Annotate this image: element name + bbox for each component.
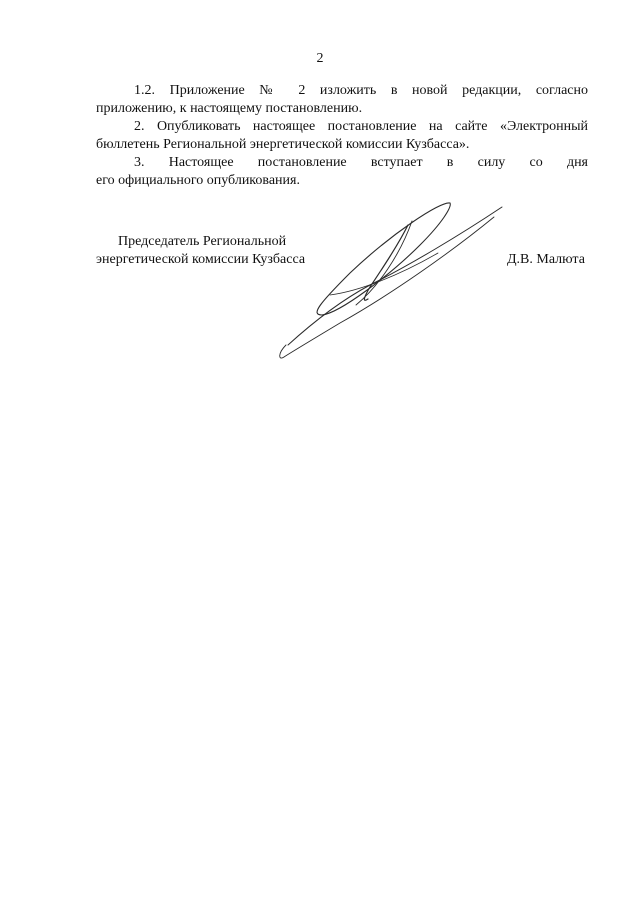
paragraph-line: 2. Опубликовать настоящее постановление на сайте «Электронный bbox=[134, 119, 588, 134]
paragraph-line: приложению, к настоящему постановлению. bbox=[96, 101, 363, 116]
handwritten-signature bbox=[270, 195, 510, 370]
paragraph-1-2 bbox=[96, 82, 588, 118]
paragraph-2 bbox=[96, 118, 588, 154]
page-number: 2 bbox=[316, 51, 324, 66]
signatory-title-line-2: энергетической комиссии Кузбасса bbox=[96, 252, 306, 267]
signature-stroke bbox=[280, 217, 494, 358]
signer-name: Д.В. Малюта bbox=[507, 252, 585, 267]
paragraph-line: его официального опубликования. bbox=[96, 173, 300, 188]
paragraph-line: 1.2. Приложение № 2 изложить в новой редакции, согласно bbox=[134, 83, 588, 98]
paragraph-3 bbox=[96, 154, 588, 190]
paragraph-line: 3. Настоящее постановление вступает в силу со дня bbox=[134, 155, 588, 170]
paragraph-line: бюллетень Региональной энергетической комиссии Кузбасса». bbox=[96, 137, 470, 152]
signature-stroke bbox=[317, 203, 450, 315]
signatory-title-line-1: Председатель Региональной bbox=[118, 234, 287, 249]
signature-stroke bbox=[288, 207, 502, 345]
